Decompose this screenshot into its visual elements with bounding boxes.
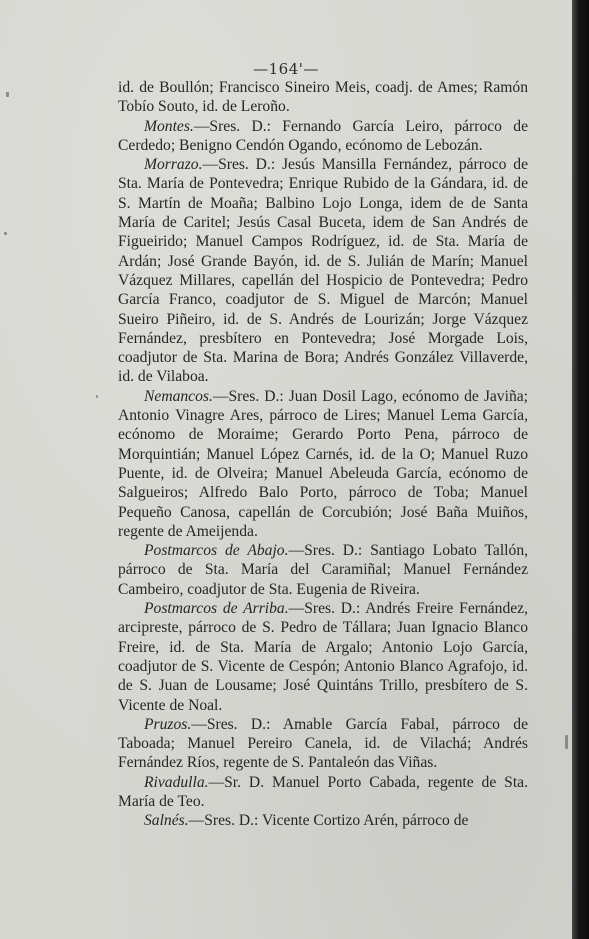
place-name: Nemancos. [144, 387, 213, 405]
paragraph-montes [118, 117, 528, 156]
paragraph-text: —Sres. D.: Vicente Cortizo Arén, párroco de [188, 812, 469, 830]
place-name: Salnés. [144, 812, 189, 830]
place-name: Montes. [144, 117, 194, 135]
paper-speck [4, 232, 7, 235]
paragraph-postmarcos-abajo [118, 541, 528, 599]
book-edge-shadow [572, 0, 589, 939]
place-name: Rivadulla. [144, 773, 209, 791]
paragraph-nemancos [118, 387, 528, 541]
paper-speck [565, 735, 568, 749]
paragraph-text: id. de Boullón; Francisco Sineiro Meis, coadj. de Ames; Ramón Tobío Souto, id. de Leroño. [118, 79, 528, 116]
paper-speck [96, 395, 98, 398]
paper-speck [6, 92, 9, 97]
paragraph-text: —Sres. D.: Santiago Lobato Tallón, párroco de Sta. María del Caramiñal; Manuel Fernández Cambeiro, coadjutor de Sta. Eugenia de Riveira. [118, 542, 529, 598]
paragraph-text: —Sr. D. Manuel Porto Cabada, regente de Sta. María de Teo. [118, 773, 528, 810]
page-number: —164'— [253, 60, 319, 78]
paragraph-text: —Sres. D.: Amable García Fabal, párroco de Taboada; Manuel Pereiro Canela, id. de Vilachá; Andrés Fernández Ríos, regente de S. Pantaleón das Viñas. [118, 715, 528, 772]
paragraph-postmarcos-arriba [118, 599, 528, 715]
place-name: Pruzos. [144, 715, 192, 733]
paragraph-continuation [118, 78, 528, 117]
paragraph-text: —Sres. D.: Fernando García Leiro, párroco de Cerdedo; Benigno Cendón Ogando, ecónomo de Lebozán. [118, 117, 528, 154]
paragraph-text: —Sres. D.: Jesús Mansilla Fernández, párroco de Sta. María de Pontevedra; Enrique Rubido de la Gándara, id. de S. Martín de Moaña; Balbino Lojo Longa, idem de de Santa María de Caritel; Jesús Casal Buceta, idem de San Andrés de Figueirido; Manuel Campos Rodríguez, id. de Sta. María de Ardán; José Grande Bayón, id. de S. Julián de Marín; Manuel Vázquez Millares, capellán del Hospicio de Pontevedra; Pedro García Franco, coadjutor de S. Miguel de Marcón; Manuel Sueiro Piñeiro, id. de S. Andrés de Lourizán; Jorge Vázquez Fernández, presbítero en Pontevedra; José Morgade Lois, coadjutor de Sta. Marina de Bora; Andrés González Villaverde, id. de Vilaboa. [118, 156, 528, 386]
paragraph-text: —Sres. D.: Andrés Freire Fernández, arcipreste, párroco de S. Pedro de Tállara; Juan Ignacio Blanco Freire, id. de Sta. María de Argalo; Antonio Lojo García, coadjutor de S. Vicente de Cespón; Antonio Blanco Agrafojo, id. de S. Juan de Lousame; José Quintáns Trillo, presbítero de S. Vicente de Noal. [118, 600, 528, 714]
paragraph-salnes [118, 811, 528, 830]
place-name: Morrazo. [144, 156, 203, 174]
paragraph-morrazo [118, 155, 528, 387]
place-name: Postmarcos de Arriba. [144, 600, 289, 618]
paragraph-rivadulla [118, 773, 528, 812]
paragraph-text: —Sres. D.: Juan Dosil Lago, ecónomo de Javiña; Antonio Vinagre Ares, párroco de Lires; Manuel Lema García, ecónomo de Moraime; Gerardo Porto Pena, párroco de Morquintián; Manuel López Carnés, id. de la O; Manuel Ruzo Puente, id. de Olveira; Manuel Abeleuda García, ecónomo de Salgueiros; Alfredo Balo Porto, párroco de Toba; Manuel Pequeño Canosa, capellán de Corcubión; José Baña Muiños, regente de Ameijenda. [118, 387, 528, 540]
page-body [118, 78, 528, 831]
paragraph-pruzos [118, 715, 528, 773]
place-name: Postmarcos de Abajo. [144, 542, 289, 560]
